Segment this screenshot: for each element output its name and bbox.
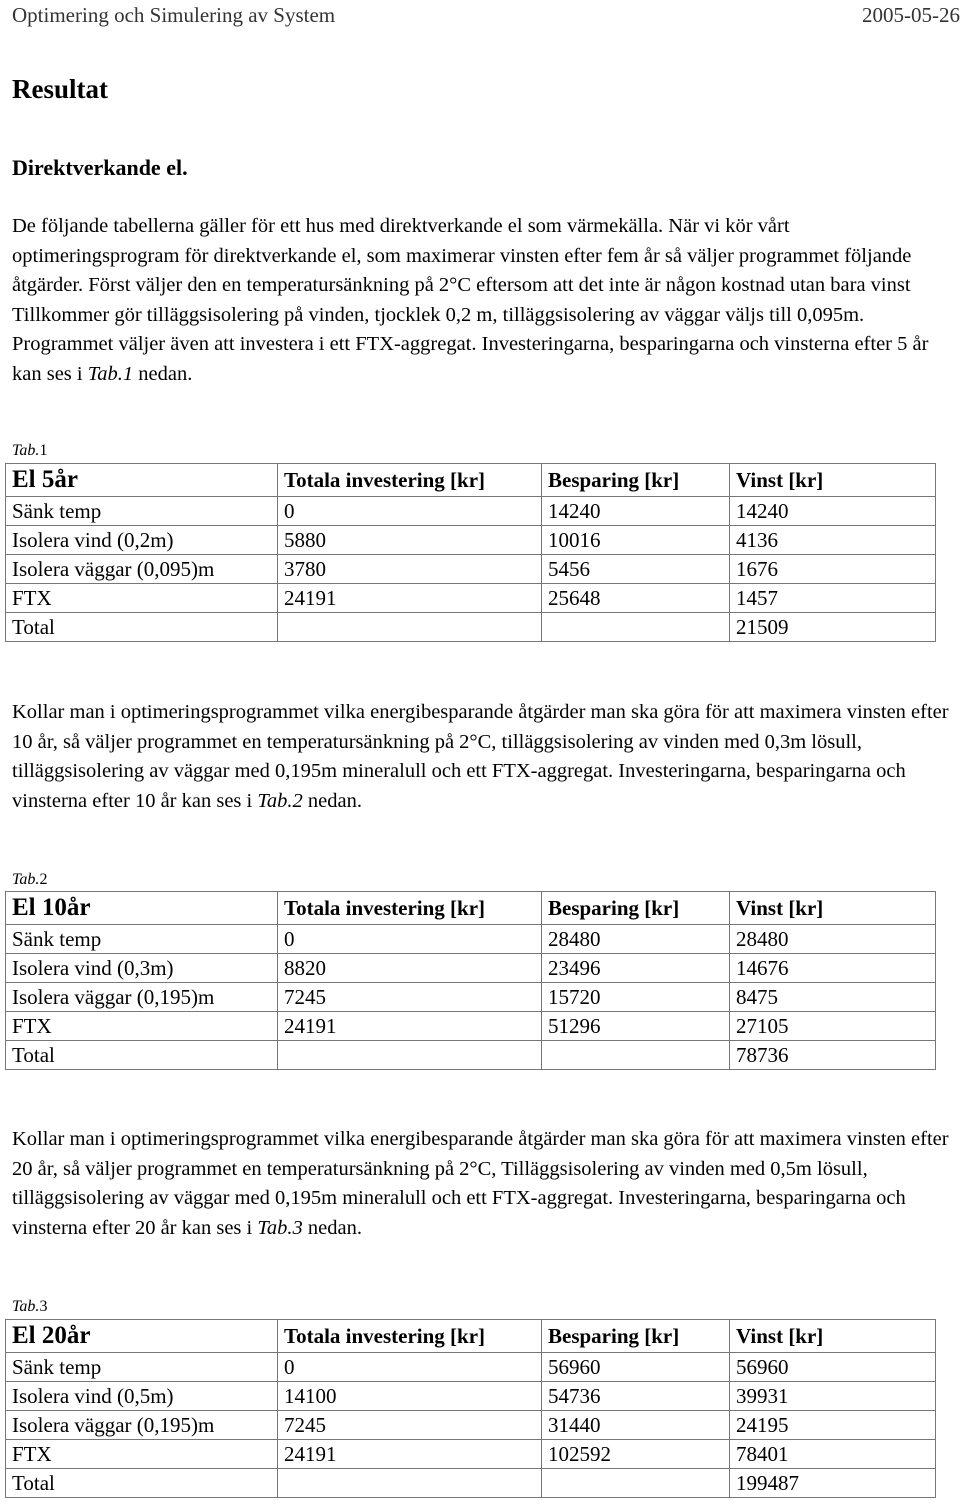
table-row: Isolera väggar (0,195)m 7245 15720 8475 bbox=[6, 983, 936, 1012]
page-header bbox=[12, 1, 960, 29]
table-total-row: Total 21509 bbox=[6, 613, 936, 642]
col-header-profit: Vinst [kr] bbox=[730, 892, 936, 925]
table-row: Isolera väggar (0,195)m 7245 31440 24195 bbox=[6, 1411, 936, 1440]
table-row: Sänk temp 0 14240 14240 bbox=[6, 497, 936, 526]
table-header-row bbox=[6, 892, 936, 925]
col-header-savings: Besparing [kr] bbox=[542, 464, 730, 497]
section-heading: Resultat bbox=[12, 74, 108, 104]
table-caption-2: Tab.2 bbox=[12, 871, 48, 888]
table-row: Isolera väggar (0,095)m 3780 5456 1676 bbox=[6, 555, 936, 584]
table-total-row: Total 199487 bbox=[6, 1469, 936, 1498]
results-table-20yr bbox=[5, 1319, 936, 1498]
table-caption-3: Tab.3 bbox=[12, 1298, 48, 1315]
table-row: Sänk temp 0 28480 28480 bbox=[6, 925, 936, 954]
subsection-heading: Direktverkande el. bbox=[12, 155, 188, 180]
col-header-profit: Vinst [kr] bbox=[730, 1320, 936, 1353]
header-title: Optimering och Simulering av System bbox=[12, 3, 336, 27]
col-header-investment: Totala investering [kr] bbox=[278, 1320, 542, 1353]
results-table-10yr bbox=[5, 891, 936, 1070]
col-header-savings: Besparing [kr] bbox=[542, 1320, 730, 1353]
intro-text-2: Tillkommer gör tilläggsisolering på vinden, tjocklek 0,2 m, tilläggsisolering av väggar väljs till 0,095m. Programmet väljer även att investera i ett FTX-aggregat. Investeringarna, besparingarna och vinsterna efter 5 år kan ses i Tab.1 nedan. bbox=[12, 303, 929, 385]
table-corner-label: El 20år bbox=[6, 1320, 278, 1353]
intro-text-1: De följande tabellerna gäller för ett hus med direktverkande el som värmekälla. När vi kör vårt optimeringsprogram för direktverkande el, som maximerar vinsten efter fem år så väljer programmet följande åtgärder. Först väljer den en temperatursänkning på 2°C eftersom att det inte är någon kostnad utan bara vinst bbox=[12, 215, 912, 296]
col-header-investment: Totala investering [kr] bbox=[278, 464, 542, 497]
table-row: Isolera vind (0,2m) 5880 10016 4136 bbox=[6, 526, 936, 555]
table-row: FTX 24191 102592 78401 bbox=[6, 1440, 936, 1469]
col-header-investment: Totala investering [kr] bbox=[278, 892, 542, 925]
table-row: FTX 24191 25648 1457 bbox=[6, 584, 936, 613]
table-total-row: Total 78736 bbox=[6, 1041, 936, 1070]
table-corner-label: El 10år bbox=[6, 892, 278, 925]
table-header-row bbox=[6, 1320, 936, 1353]
intro-paragraph bbox=[12, 212, 957, 389]
table-row: Isolera vind (0,3m) 8820 23496 14676 bbox=[6, 954, 936, 983]
col-header-profit: Vinst [kr] bbox=[730, 464, 936, 497]
col-header-savings: Besparing [kr] bbox=[542, 892, 730, 925]
table-row: FTX 24191 51296 27105 bbox=[6, 1012, 936, 1041]
paragraph-10yr: Kollar man i optimeringsprogrammet vilka energibesparande åtgärder man ska göra för att maximera vinsten efter 10 år, så väljer programmet en temperatursänkning på 2°C, tilläggsisolering av vinden med 0,3m lösull, tilläggsisolering av väggar med 0,195m mineralull och ett FTX-aggregat. Investeringarna, besparingarna och vinsterna efter 10 år kan ses i Tab.2 nedan. bbox=[12, 701, 949, 812]
table-header-row bbox=[6, 464, 936, 497]
table-caption-1: Tab.1 bbox=[12, 442, 48, 459]
table-row: Sänk temp 0 56960 56960 bbox=[6, 1353, 936, 1382]
results-table-5yr bbox=[5, 463, 936, 642]
table-row: Isolera vind (0,5m) 14100 54736 39931 bbox=[6, 1382, 936, 1411]
paragraph-20yr: Kollar man i optimeringsprogrammet vilka energibesparande åtgärder man ska göra för att maximera vinsten efter 20 år, så väljer programmet en temperatursänkning på 2°C, Tilläggsisolering av vinden med 0,5m lösull, tilläggsisolering av väggar med 0,195m mineralull och ett FTX-aggregat. Investeringarna, besparingarna och vinsterna efter 20 år kan ses i Tab.3 nedan. bbox=[12, 1128, 949, 1239]
header-date: 2005-05-26 bbox=[862, 3, 960, 27]
table-corner-label: El 5år bbox=[6, 464, 278, 497]
